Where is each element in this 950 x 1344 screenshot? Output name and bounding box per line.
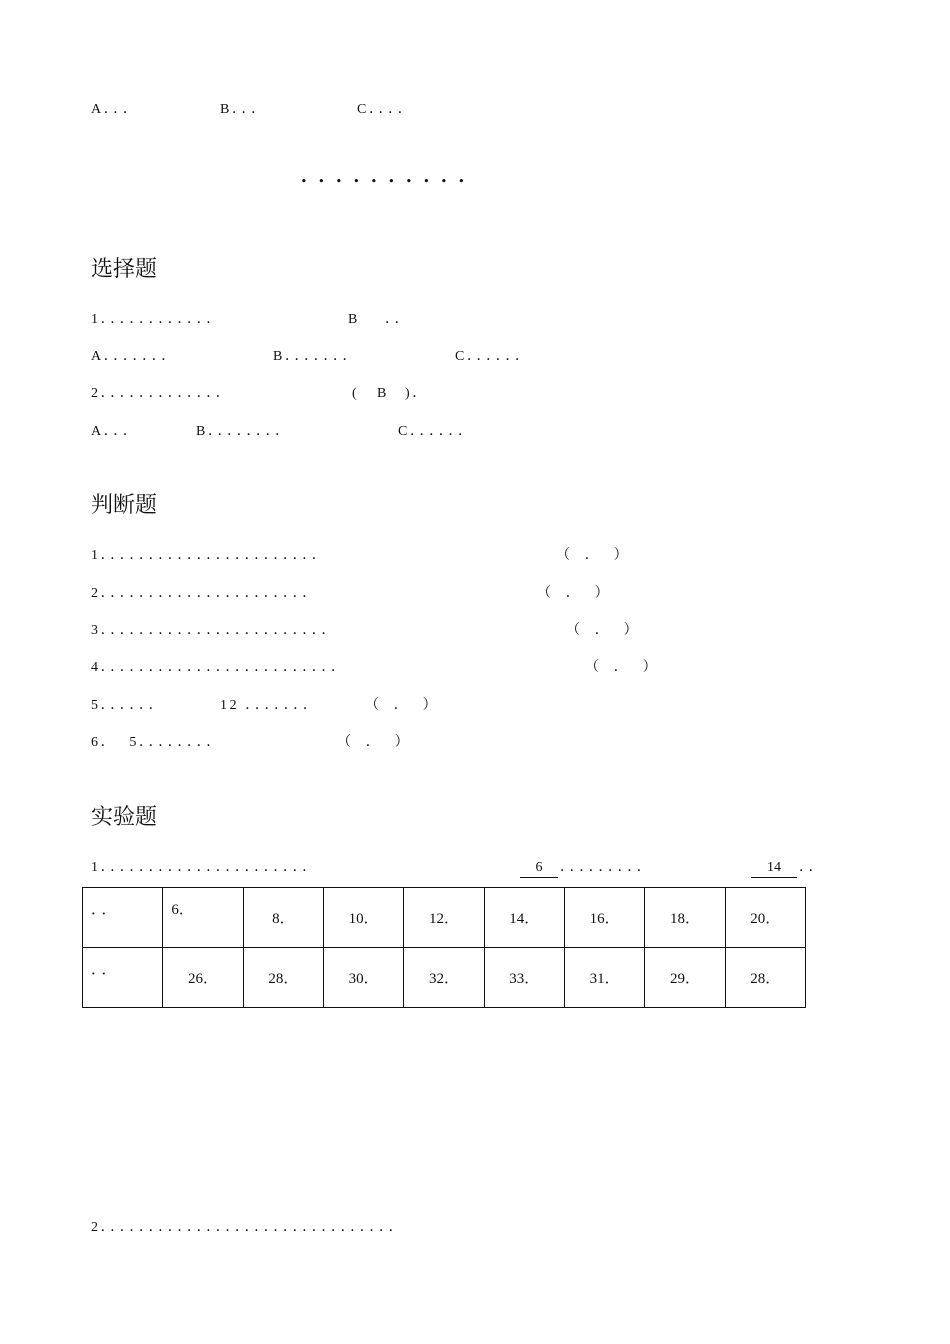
choice-q1-text: 1．．．．．．．．．．．．: [91, 312, 223, 327]
data-table: [82, 887, 806, 1008]
top-option-b: B．．．: [220, 102, 268, 117]
choice-q1-option-a: A．．．．．．．: [91, 349, 178, 364]
judge-item-5b: 12 ．．．．．．．: [220, 698, 320, 713]
table-cell: 33．: [484, 948, 564, 1008]
judge-item-2-mark: （ ． ）: [537, 586, 612, 601]
judge-item-1-mark: （ ． ）: [556, 548, 631, 563]
table-cell: 6．: [163, 888, 243, 948]
table-cell: 16．: [564, 888, 644, 948]
table-row: [83, 948, 806, 1008]
judge-item-4-mark: （ ． ）: [585, 660, 660, 675]
choice-q1-answer: B: [348, 312, 360, 327]
choice-q2-option-c: C．．．．．．: [398, 424, 475, 439]
table-cell: 20．: [725, 888, 805, 948]
table-cell: 28．: [243, 948, 323, 1008]
table-cell: 18．: [645, 888, 725, 948]
choice-q2-option-b: B．．．．．．．．: [196, 424, 292, 439]
judge-item-3: 3．．．．．．．．．．．．．．．．．．．．．．．．: [91, 623, 338, 638]
table-cell: 29．: [645, 948, 725, 1008]
table-cell: 30．: [323, 948, 403, 1008]
table-cell: 28．: [725, 948, 805, 1008]
table-cell: 12．: [404, 888, 484, 948]
top-option-a: A．．．: [91, 102, 140, 117]
top-option-c: C．．．．: [357, 102, 415, 117]
judge-item-6-mark: （ ． ）: [337, 735, 412, 750]
experiment-q1-text-b: ．．．．．．．．．: [560, 860, 654, 875]
choice-q1-tail: ．．: [385, 312, 412, 327]
experiment-q1-blank-2: 14: [751, 859, 797, 878]
choice-q2-answer-open: (: [352, 386, 360, 401]
judge-heading: 判断题: [91, 493, 158, 518]
choice-q2-answer: B: [377, 386, 389, 401]
table-row: [83, 888, 806, 948]
experiment-q2-text: 2．．．．．．．．．．．．．．．．．．．．．．．．．．．．．．．: [91, 1220, 406, 1235]
table-cell: 10．: [323, 888, 403, 948]
experiment-heading: 实验题: [91, 805, 158, 830]
table-row-1-label: ．．: [83, 888, 163, 948]
judge-item-5a: 5．．．．．．: [91, 698, 166, 713]
table-cell: 31．: [564, 948, 644, 1008]
judge-item-5-mark: （ ． ）: [365, 698, 440, 713]
experiment-q1-text-a: 1．．．．．．．．．．．．．．．．．．．．．．: [91, 860, 319, 875]
choice-q2-option-a: A．．．: [91, 424, 140, 439]
table-row-2-label: ．．: [83, 948, 163, 1008]
choice-q2-text: 2．．．．．．．．．．．．．: [91, 386, 233, 401]
choice-q1-option-c: C．．．．．．: [455, 349, 532, 364]
judge-item-3-mark: （ ． ）: [566, 623, 641, 638]
choice-q1-option-b: B．．．．．．．: [273, 349, 360, 364]
document-title: ．．．．．．．．．．: [300, 161, 488, 188]
experiment-q1-text-c: ．．: [799, 860, 826, 875]
table-cell: 8．: [243, 888, 323, 948]
table-cell: 14．: [484, 888, 564, 948]
judge-item-1: 1．．．．．．．．．．．．．．．．．．．．．．．: [91, 548, 329, 563]
choice-heading: 选择题: [91, 257, 158, 282]
table-cell: 32．: [404, 948, 484, 1008]
choice-q2-answer-close: )．: [405, 386, 429, 401]
table-cell: 26．: [163, 948, 243, 1008]
judge-item-2: 2．．．．．．．．．．．．．．．．．．．．．．: [91, 586, 319, 601]
judge-item-4: 4．．．．．．．．．．．．．．．．．．．．．．．．．: [91, 660, 348, 675]
experiment-q1-blank-1: 6: [520, 859, 558, 878]
judge-item-6: 6． 5．．．．．．．．: [91, 735, 223, 750]
table-edge-line: [805, 887, 806, 986]
